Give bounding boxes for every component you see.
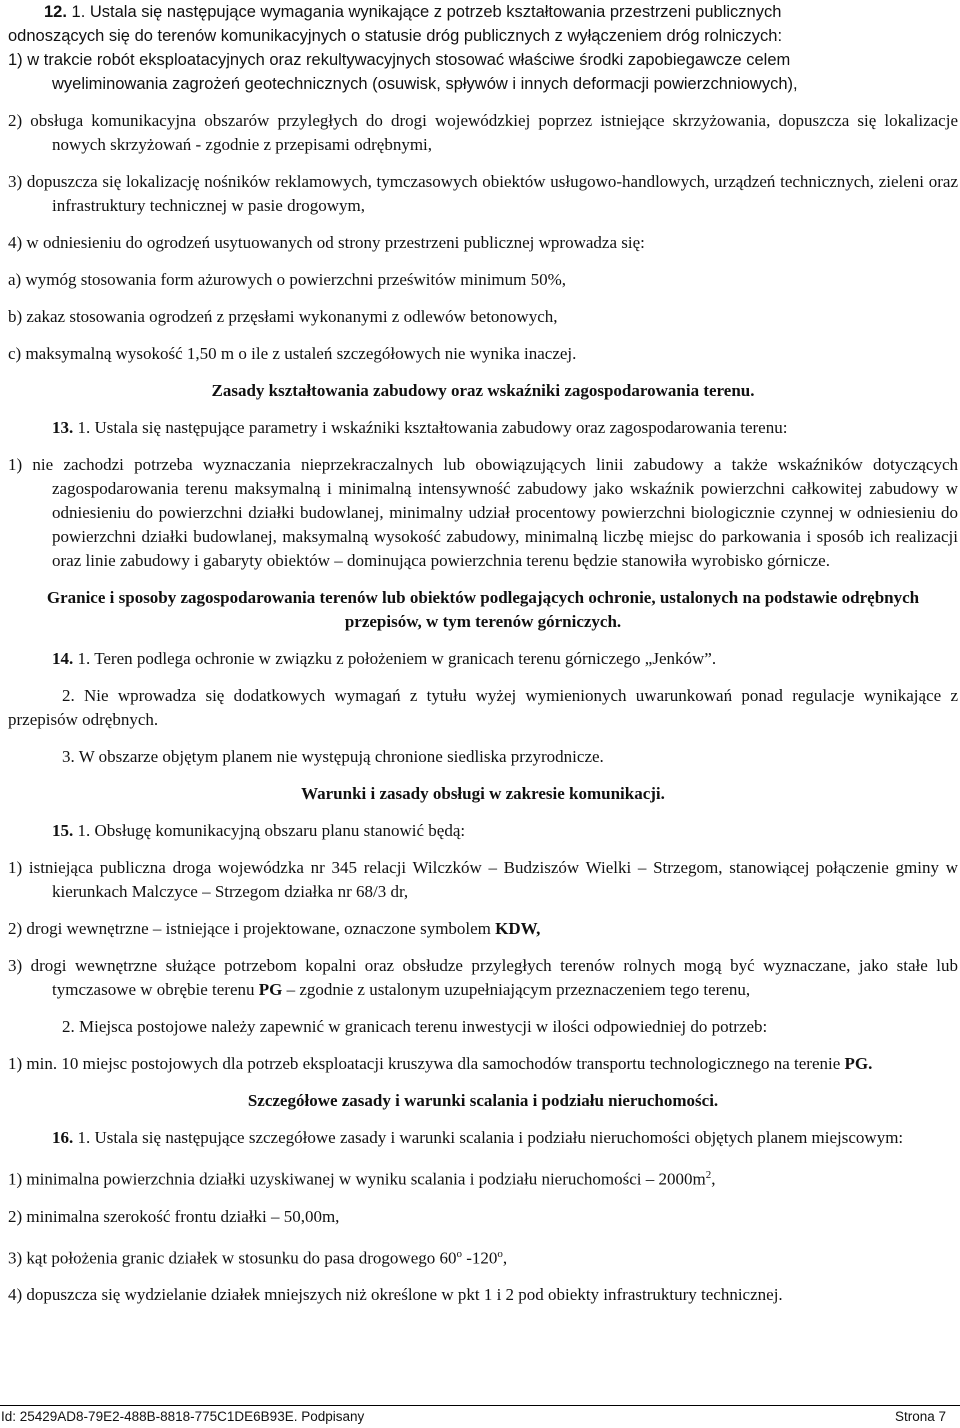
paragraph-text: 1. Ustala się następujące wymagania wynikające z potrzeb kształtowania przestrzeni publicznych bbox=[66, 3, 782, 21]
paragraph-text: 2. Miejsca postojowe należy zapewnić w granicach terenu inwestycji w ilości odpowiedniej do potrzeb: bbox=[62, 1017, 768, 1036]
list-item: 1) w trakcie robót eksploatacyjnych oraz rekultywacyjnych stosować właściwe środki zapobiegawcze celem bbox=[8, 51, 791, 69]
page-number: Strona 7 bbox=[894, 1409, 946, 1424]
page-footer bbox=[0, 1405, 960, 1428]
list-item: 3) kąt położenia granic działek w stosunku do pasa drogowego 60$^o$ -120$^o$, bbox=[8, 1247, 508, 1268]
list-item: 2) minimalna szerokość frontu działki – 50,00m, bbox=[8, 1206, 340, 1226]
list-item-continuation: wyeliminowania zagrożeń geotechnicznych (osuwisk, spływów i innych deformacji powierzchniowych), bbox=[52, 75, 798, 93]
paragraph-number: 13. bbox=[52, 418, 74, 437]
document-page bbox=[8, 0, 958, 1307]
section-heading: Granice i sposoby zagospodarowania terenów lub obiektów podlegających ochronie, ustalonych na podstawie odrębnych przepisów, w tym terenów górniczych. bbox=[46, 588, 920, 631]
list-item: 2) drogi wewnętrzne – istniejące i projektowane, oznaczone symbolem KDW, bbox=[8, 919, 541, 938]
paragraph-number: 15. bbox=[52, 821, 74, 840]
list-item: 3) drogi wewnętrzne służące potrzebom kopalni oraz obsłudze przyległych terenów rolnych mogą być wyznaczane, jako stałe lub tymczasowe w obrębie terenu PG – zgodnie z ustalonym uzupełniającym przeznaczeniem tego terenu, bbox=[8, 956, 958, 999]
sub-item: a) wymóg stosowania form ażurowych o powierzchni prześwitów minimum 50%, bbox=[8, 270, 567, 289]
paragraph-text: 1. Obsługę komunikacyjną obszaru planu stanowić będą: bbox=[73, 821, 466, 840]
symbol-pg: PG bbox=[258, 980, 283, 999]
paragraph-text: 1. Ustala się następujące parametry i wskaźniki kształtowania zabudowy oraz zagospodarowania terenu: bbox=[73, 418, 788, 437]
section-12 bbox=[8, 0, 958, 96]
paragraph-text: 2. Nie wprowadza się dodatkowych wymagań z tytułu wyżej wymienionych uwarunkowań ponad regulacje wynikające z przepisów odrębnych. bbox=[8, 686, 958, 729]
paragraph-text: 1. Ustala się następujące szczegółowe zasady i warunki scalania i podziału nieruchomości objętych planem miejscowym: bbox=[73, 1128, 904, 1147]
paragraph-number: 12. bbox=[44, 3, 67, 21]
paragraph-text: odnoszących się do terenów komunikacyjnych o statusie dróg publicznych z wyłączeniem dróg rolniczych: bbox=[8, 27, 783, 45]
list-item: 4) w odniesieniu do ogrodzeń usytuowanych od strony przestrzeni publicznej wprowadza się: bbox=[8, 233, 645, 252]
paragraph-number: 14. bbox=[52, 649, 74, 668]
list-item: 3) dopuszcza się lokalizację nośników reklamowych, tymczasowych obiektów usługowo-handlowych, urządzeń technicznych, zieleni oraz infrastruktury technicznej w pasie drogowym, bbox=[8, 172, 958, 215]
section-heading: Zasady kształtowania zabudowy oraz wskaźniki zagospodarowania terenu. bbox=[211, 381, 755, 400]
symbol-pg: PG. bbox=[844, 1054, 873, 1073]
paragraph-text: 1. Teren podlega ochronie w związku z położeniem w granicach terenu górniczego „Jenków”. bbox=[73, 649, 717, 668]
section-heading: Warunki i zasady obsługi w zakresie komunikacji. bbox=[301, 784, 665, 803]
list-item: 1) nie zachodzi potrzeba wyznaczania nieprzekraczalnych lub obowiązujących linii zabudowy a także wskaźników dotyczących zagospodarowania terenu maksymalną i minimalną intensywność zabudowy jako wskaźnik powierzchni całkowitej zabudowy w odniesieniu do powierzchni działki budowlanej, minimalny udział procentowy powierzchni biologicznie czynnej w odniesieniu do powierzchni działki budowlanej, maksymalną wysokość zabudowy, minimalną liczbę miejsc do parkowania i sposób ich realizacji oraz linie zabudowy i gabaryty obiektów – dominująca powierzchnia terenu będzie stanowiła wyrobisko górnicze. bbox=[8, 455, 958, 570]
list-item: 1) minimalna powierzchnia działki uzyskiwanej w wyniku scalania i podziału nieruchomości – $2000m^2$, bbox=[8, 1169, 716, 1189]
list-item: 1) istniejąca publiczna droga wojewódzka nr 345 relacji Wilczków – Budziszów Wielki – Strzegom, stanowiącej połączenie gminy w kierunkach Malczyce – Strzegom działka nr 68/3 dr, bbox=[8, 858, 958, 901]
list-item: 4) dopuszcza się wydzielanie działek mniejszych niż określone w pkt 1 i 2 pod obiekty infrastruktury technicznej. bbox=[8, 1285, 783, 1305]
sub-item: b) zakaz stosowania ogrodzeń z przęsłami wykonanymi z odlewów betonowych, bbox=[8, 307, 558, 326]
list-item: 1) min. 10 miejsc postojowych dla potrzeb eksploatacji kruszywa dla samochodów transportu technologicznego na terenie PG. bbox=[8, 1054, 873, 1073]
paragraph-text: 3. W obszarze objętym planem nie występują chronione siedliska przyrodnicze. bbox=[62, 747, 604, 766]
document-id: Id: 25429AD8-79E2-488B-8818-775C1DE6B93E. Podpisany bbox=[1, 1409, 365, 1424]
paragraph-number: 16. bbox=[52, 1128, 74, 1147]
symbol-kdw: KDW, bbox=[495, 919, 541, 938]
sub-item: c) maksymalną wysokość 1,50 m o ile z ustaleń szczegółowych nie wynika inaczej. bbox=[8, 344, 577, 363]
section-heading: Szczegółowe zasady i warunki scalania i podziału nieruchomości. bbox=[247, 1091, 719, 1110]
list-item: 2) obsługa komunikacyjna obszarów przyległych do drogi wojewódzkiej poprzez istniejące skrzyżowania, dopuszcza się lokalizacje nowych skrzyżowań - zgodnie z przepisami odrębnymi, bbox=[8, 111, 958, 154]
